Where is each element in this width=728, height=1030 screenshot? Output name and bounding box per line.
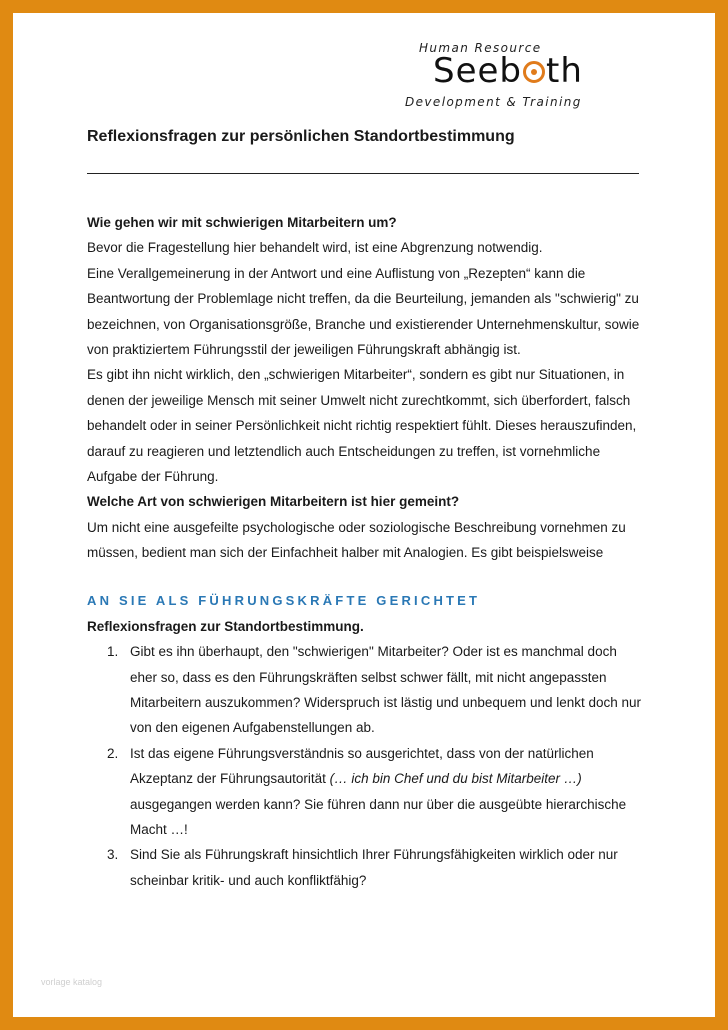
list-item-text: Ist das eigene Führungsverständnis so ausgerichtet, dass von der natürlichen Akzeptanz der Führungsautorität (… ich bin Chef und du bist Mitarbeiter …) ausgegangen werden kann? Sie führen dann nur über die ausgeübte hierarchische Macht …! bbox=[130, 745, 627, 837]
question-heading-1: Wie gehen wir mit schwierigen Mitarbeitern um? bbox=[87, 215, 397, 230]
question-heading-2: Welche Art von schwierigen Mitarbeitern ist hier gemeint? bbox=[87, 494, 460, 510]
reflection-questions-list bbox=[87, 639, 647, 893]
list-item bbox=[87, 639, 647, 741]
company-logo bbox=[403, 39, 663, 119]
section-subheading: Reflexionsfragen zur Standortbestimmung. bbox=[87, 618, 364, 634]
list-item-text: Gibt es ihn überhaupt, den "schwierigen" Mitarbeiter? Oder ist es manchmal doch eher so, dass es den Führungskräften selbst schwer fällt, mit nicht angepassten Mitarbeitern auszukommen? Widerspruch ist lästig und unbequem und lenkt doch nur von den eigenen Aufgabenstellungen ab. bbox=[130, 644, 642, 736]
document-body bbox=[87, 210, 647, 893]
list-item-text: Sind Sie als Führungskraft hinsichtlich Ihrer Führungsfähigkeiten wirklich oder nur scheinbar kritik- und auch konfliktfähig? bbox=[130, 847, 618, 888]
logo-tagline-top: Human Resource bbox=[419, 41, 542, 55]
paragraph-4: Um nicht eine ausgefeilte psychologische oder soziologische Beschreibung vornehmen zu müssen, bedient man sich der Einfachheit halber mit Analogien. Es gibt beispielsweise bbox=[87, 519, 626, 561]
list-number: 1. bbox=[107, 644, 119, 660]
document-page bbox=[13, 13, 715, 1017]
logo-target-icon bbox=[523, 61, 545, 83]
paragraph-2: Eine Verallgemeinerung in der Antwort und eine Auflistung von „Rezepten“ kann die Beantwortung der Problemlage nicht treffen, da die Beurteilung, jemanden als "schwierig" zu bezeichnen, von Organisationsgröße, Branche und existierender Unternehmenskultur, sowie von praktiziertem Führungsstil der jeweiligen Führungskraft abhängig ist. bbox=[87, 265, 640, 358]
list-number: 3. bbox=[107, 847, 119, 863]
list-number: 2. bbox=[107, 745, 119, 761]
paragraph-3: Es gibt ihn nicht wirklich, den „schwierigen Mitarbeiter“, sondern es gibt nur Situationen, in denen der jeweilige Mensch mit seiner Umwelt nicht zurechtkommt, sich überfordert, falsch behandelt oder in seiner Persönlichkeit nicht richtig respektiert fühlt. Dieses herauszufinden, darauf zu reagieren und letztendlich auch Entscheidungen zu treffen, ist vornehmliche Aufgabe der Führung. bbox=[87, 367, 637, 485]
watermark: vorlage katalog bbox=[41, 977, 103, 987]
logo-wordmark: Seeb th bbox=[433, 51, 583, 91]
list-item-emphasis: (… ich bin Chef und du bist Mitarbeiter …) bbox=[329, 771, 582, 787]
list-item bbox=[87, 741, 647, 843]
document-title: Reflexionsfragen zur persönlichen Standortbestimmung bbox=[87, 128, 515, 145]
logo-tagline-bottom: Development & Training bbox=[405, 95, 582, 109]
title-divider bbox=[87, 173, 639, 174]
list-item bbox=[87, 842, 647, 893]
section-heading: AN SIE ALS FÜHRUNGSKRÄFTE GERICHTET bbox=[87, 592, 481, 608]
paragraph-1: Bevor die Fragestellung hier behandelt wird, ist eine Abgrenzung notwendig. bbox=[87, 240, 543, 256]
